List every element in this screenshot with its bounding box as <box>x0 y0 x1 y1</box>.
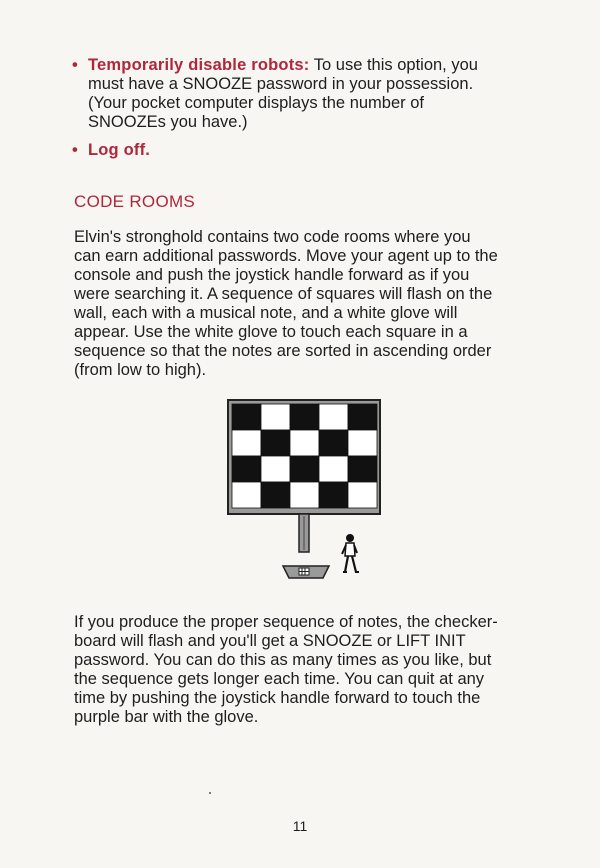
paragraph-line: password. You can do this as many times as you like, but <box>74 651 492 669</box>
paragraph-line: If you produce the proper sequence of notes, the checker- <box>74 613 498 631</box>
console-keypad <box>299 568 309 575</box>
paragraph-line: board will flash and you'll get a SNOOZE or LIFT INIT <box>74 632 466 650</box>
bullet-text: must have a SNOOZE password in your possession. <box>88 75 474 93</box>
board-square <box>232 430 261 456</box>
bullet-log-off <box>72 141 532 160</box>
bullet-title: Log off. <box>88 141 151 159</box>
section-heading: CODE ROOMS <box>74 192 196 211</box>
options-list <box>72 56 532 160</box>
board-square <box>290 482 319 508</box>
board-square <box>261 430 290 456</box>
paragraph-line: can earn additional passwords. Move your agent up to the <box>74 247 498 265</box>
paragraph-line: the sequence gets longer each time. You can quit at any <box>74 670 485 688</box>
board-square <box>261 456 290 482</box>
board-square <box>232 482 261 508</box>
bullet-text: To use this option, you <box>309 56 478 74</box>
code-rooms-paragraph <box>74 228 534 380</box>
paragraph-line: were searching it. A sequence of squares will flash on the <box>74 285 493 303</box>
board-square <box>290 430 319 456</box>
bullet-text: SNOOZEs you have.) <box>88 113 248 131</box>
board-square <box>319 456 348 482</box>
paragraph-line: purple bar with the glove. <box>74 708 259 726</box>
paragraph-line: wall, each with a musical note, and a white glove will <box>74 304 458 322</box>
board-square <box>348 456 377 482</box>
bullet-text: (Your pocket computer displays the number of <box>88 94 424 112</box>
board-square <box>261 404 290 430</box>
board-square <box>232 456 261 482</box>
board-square <box>319 404 348 430</box>
bullet-dot: • <box>72 56 78 74</box>
bullet-dot: • <box>72 141 78 159</box>
code-room-illustration <box>225 396 385 596</box>
board-square <box>319 430 348 456</box>
board-square <box>290 456 319 482</box>
bullet-disable-robots <box>72 56 532 132</box>
board-square <box>319 482 348 508</box>
paragraph-line: Elvin's stronghold contains two code rooms where you <box>74 228 471 246</box>
board-square <box>290 404 319 430</box>
checkerboard-console-icon <box>225 396 385 596</box>
page-number: 11 <box>292 818 308 834</box>
agent-figure-icon <box>342 534 359 572</box>
paragraph-line: sequence so that the notes are sorted in ascending order <box>74 342 492 360</box>
board-square <box>232 404 261 430</box>
checkerboard <box>232 404 377 508</box>
board-square <box>261 482 290 508</box>
board-square <box>348 482 377 508</box>
board-square <box>348 430 377 456</box>
bullet-title: Temporarily disable robots: <box>88 56 310 74</box>
result-paragraph <box>74 613 534 727</box>
print-speck <box>209 792 211 794</box>
paragraph-line: (from low to high). <box>74 361 207 379</box>
paragraph-line: console and push the joystick handle forward as if you <box>74 266 470 284</box>
board-square <box>348 404 377 430</box>
paragraph-line: time by pushing the joystick handle forward to touch the <box>74 689 481 707</box>
paragraph-line: appear. Use the white glove to touch each square in a <box>74 323 468 341</box>
